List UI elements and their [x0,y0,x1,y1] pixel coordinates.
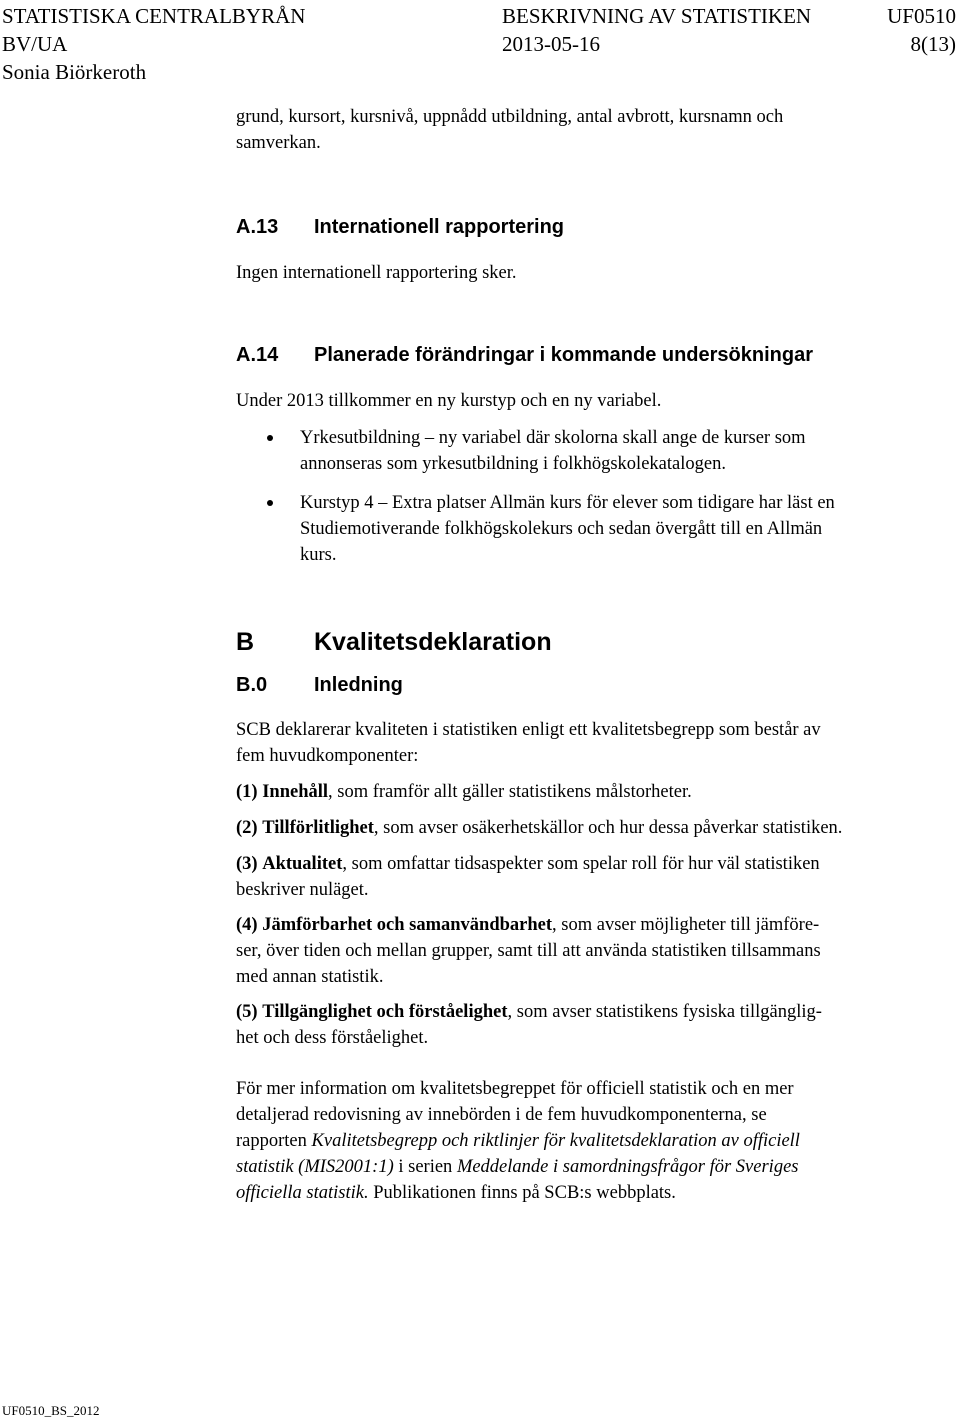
bullet-icon [264,497,276,509]
bullet-line: Kurstyp 4 – Extra platser Allmän kurs för elever som tidigare har läst en [300,493,835,513]
header-author: Sonia Biörkeroth [2,60,147,84]
component-number: (1) [236,782,258,802]
component-number: (4) [236,915,258,935]
component-text: ser, över tiden och mellan grupper, samt till att använda statistiken tillsammans [236,941,821,961]
more-info-line: detaljerad redovisning av innebörden i de fem huvudkomponenterna, se [236,1105,767,1125]
report-title: statistik (MIS2001:1) [236,1157,394,1177]
section-number: A.14 [236,344,279,366]
component-3 [236,851,948,903]
component-text: beskriver nuläget. [236,880,369,900]
component-text: , som framför allt gäller statistikens målstorheter. [328,782,692,802]
more-info-paragraph [236,1076,948,1206]
bullet-line: Studiemotiverande folkhögskolekurs och sedan övergått till en Allmän [300,519,823,539]
section-title: Kvalitetsdeklaration [314,628,552,656]
bullet-icon [264,432,276,444]
section-a13-text: Ingen internationell rapportering sker. [236,263,517,283]
section-title: Inledning [314,674,403,696]
component-number: (2) [236,818,258,838]
component-name: Aktualitet [262,854,343,874]
b0-intro-line: fem huvudkomponenter: [236,746,419,766]
more-info-text: Publikationen finns på SCB:s webbplats. [368,1183,676,1203]
bullet-item [300,490,940,568]
intro-line: samverkan. [236,133,321,153]
component-number: (3) [236,854,258,874]
component-2 [236,815,948,841]
section-b-heading [236,628,552,657]
header-doc-type: BESKRIVNING AV STATISTIKEN [502,4,812,28]
bullet-line: annonseras som yrkesutbildning i folkhögskolekatalogen. [300,454,726,474]
more-info-text: i serien [393,1157,457,1177]
section-title: Planerade förändringar i kommande undersökningar [314,344,814,366]
series-title: officiella statistik. [236,1183,369,1203]
bullet-line: Yrkesutbildning – ny variabel där skolorna skall ange de kurser som [300,428,806,448]
bullet-line: kurs. [300,545,337,565]
more-info-text: rapporten [236,1131,312,1151]
header-date: 2013-05-16 [502,32,600,56]
component-text: , som avser möjligheter till jämföre- [552,915,820,935]
series-title: Meddelande i samordningsfrågor för Sveriges [456,1157,799,1177]
more-info-line: För mer information om kvalitetsbegreppet för officiell statistik och en mer [236,1079,794,1099]
page-header [0,0,960,84]
section-number: B.0 [236,674,268,696]
section-number: A.13 [236,216,279,238]
section-title: Internationell rapportering [314,216,565,238]
component-text: , som avser osäkerhetskällor och hur dessa påverkar statistiken. [373,818,843,838]
intro-line: grund, kursort, kursnivå, uppnådd utbildning, antal avbrott, kursnamn och [236,107,784,127]
component-name: Tillförlitlighet [262,818,374,838]
header-org: STATISTISKA CENTRALBYRÅN [2,4,306,28]
component-name: Jämförbarhet och samanvändbarhet [262,915,553,935]
component-text: , som avser statistikens fysiska tillgänglig- [507,1002,822,1022]
intro-paragraph [236,104,948,156]
section-a14-heading [236,344,813,367]
section-b0-heading [236,674,403,697]
bullet-item [300,425,940,477]
component-text: , som omfattar tidsaspekter som spelar roll för hur väl statistiken [342,854,820,874]
component-name: Innehåll [262,782,329,802]
b0-intro [236,717,948,769]
section-a13-heading [236,216,564,239]
component-number: (5) [236,1002,258,1022]
header-page: 8(13) [910,32,956,56]
component-text: het och dess förståelighet. [236,1028,429,1048]
section-number: B [236,628,255,656]
section-a14-text: Under 2013 tillkommer en ny kurstyp och en ny variabel. [236,391,662,411]
component-4 [236,912,948,990]
header-doc-code: UF0510 [887,4,956,28]
header-dept: BV/UA [2,32,68,56]
component-5 [236,999,948,1051]
component-name: Tillgänglighet och förståelighet [262,1002,508,1022]
component-1 [236,779,948,805]
page-footer: UF0510_BS_2012 [2,1403,100,1418]
report-title: Kvalitetsbegrepp och riktlinjer för kvalitetsdeklaration av officiell [311,1131,800,1151]
component-text: med annan statistik. [236,967,384,987]
b0-intro-line: SCB deklarerar kvaliteten i statistiken enligt ett kvalitetsbegrepp som består av [236,720,821,740]
